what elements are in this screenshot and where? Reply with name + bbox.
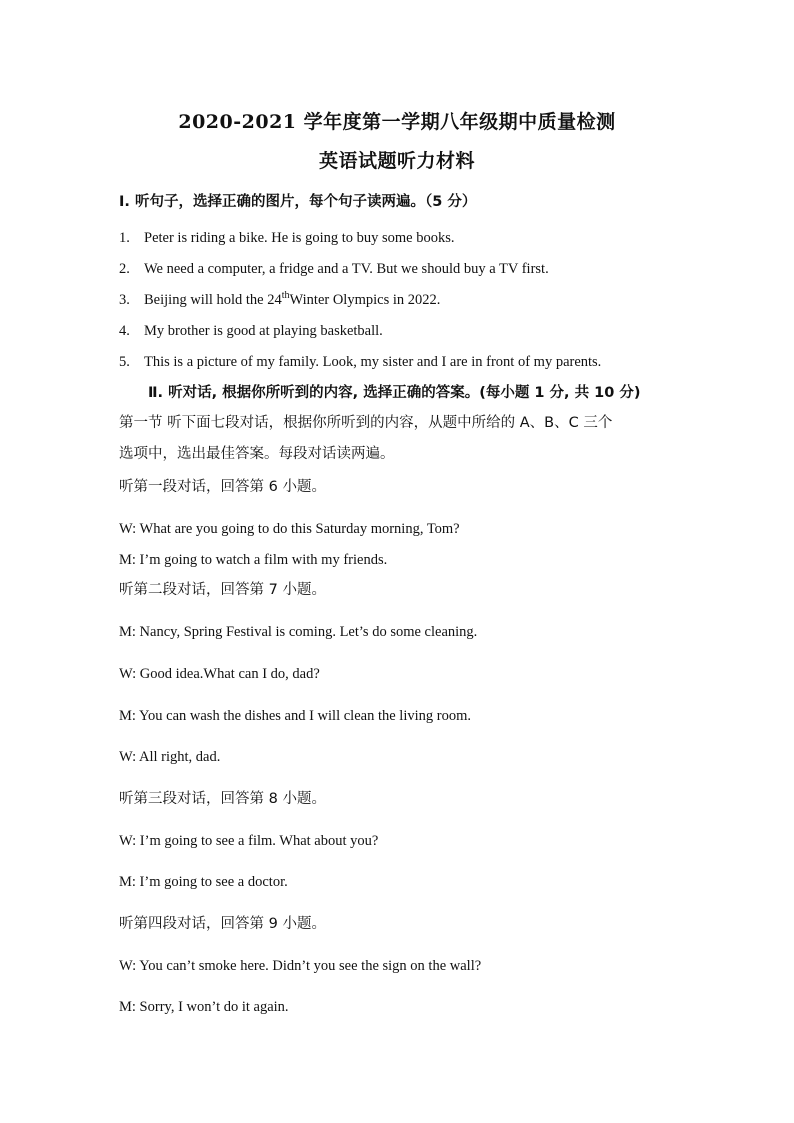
item-number: 3.: [119, 292, 130, 308]
item-number: 2.: [119, 261, 130, 277]
dialogue-line: W: I’m going to see a film. What about you?: [119, 833, 379, 849]
document-title: 2020-2021 学年度第一学期八年级期中质量检测: [178, 111, 616, 133]
list-item: [119, 290, 440, 310]
dialogue-line: W: You can’t smoke here. Didn’t you see the sign on the wall?: [119, 958, 482, 974]
list-item: [119, 352, 601, 372]
dialogue-line: M: I’m going to see a doctor.: [119, 874, 288, 890]
superscript: th: [281, 290, 290, 302]
dialogue-intro: 听第一段对话，回答第 6 小题。: [119, 479, 326, 495]
item-text: Beijing will hold the 24: [144, 292, 282, 308]
dialogue-line: M: I’m going to watch a film with my friends.: [119, 552, 388, 568]
list-item: [119, 228, 455, 248]
list-item: [119, 321, 383, 341]
dialogue-line: M: Sorry, I won’t do it again.: [119, 999, 289, 1015]
item-number: 5.: [119, 354, 130, 370]
section1-heading: I. 听句子，选择正确的图片，每个句子读两遍。（5 分）: [119, 194, 477, 210]
section2-heading: Ⅱ. 听对话, 根据你所听到的内容, 选择正确的答案。(每小题 1 分, 共 10 分): [148, 385, 641, 401]
dialogue-line: W: What are you going to do this Saturday morning, Tom?: [119, 521, 460, 537]
section2-instruction: 第一节 听下面七段对话，根据你所听到的内容，从题中所给的 A、B、C 三个: [119, 415, 613, 431]
dialogue-intro: 听第四段对话，回答第 9 小题。: [119, 916, 326, 932]
section2-instruction: 选项中，选出最佳答案。每段对话读两遍。: [119, 446, 395, 462]
item-text: This is a picture of my family. Look, my sister and I are in front of my parents.: [144, 354, 602, 370]
dialogue-intro: 听第三段对话，回答第 8 小题。: [119, 791, 326, 807]
item-number: 1.: [119, 230, 130, 246]
item-text: My brother is good at playing basketball.: [144, 323, 383, 339]
item-text: Winter Olympics in 2022.: [289, 292, 441, 308]
dialogue-intro: 听第二段对话，回答第 7 小题。: [119, 582, 326, 598]
dialogue-line: M: You can wash the dishes and I will clean the living room.: [119, 708, 471, 724]
list-item: [119, 259, 549, 279]
document-subtitle: 英语试题听力材料: [318, 150, 475, 172]
item-text: We need a computer, a fridge and a TV. But we should buy a TV first.: [144, 261, 549, 277]
dialogue-line: W: Good idea.What can I do, dad?: [119, 666, 320, 682]
dialogue-line: M: Nancy, Spring Festival is coming. Let’s do some cleaning.: [119, 624, 478, 640]
item-number: 4.: [119, 323, 130, 339]
dialogue-line: W: All right, dad.: [119, 749, 221, 765]
item-text: Peter is riding a bike. He is going to buy some books.: [144, 230, 455, 246]
